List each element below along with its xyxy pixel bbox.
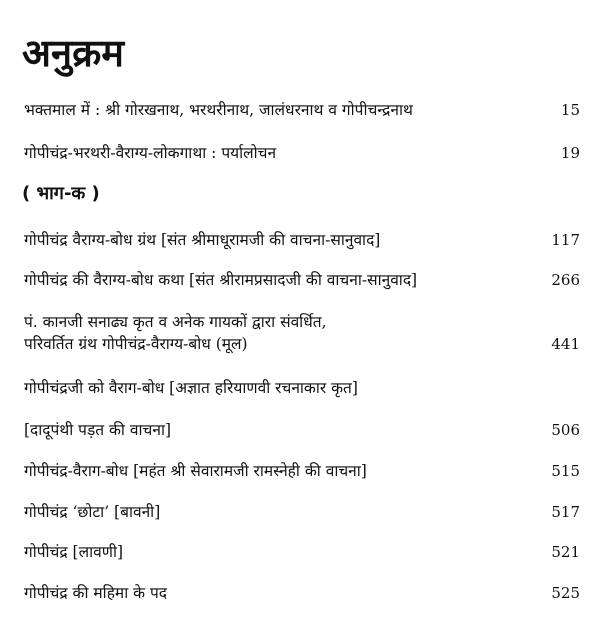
toc-page-number: 506 xyxy=(551,421,580,439)
toc-entry-1 xyxy=(24,99,580,121)
toc-page-number: 19 xyxy=(560,144,580,162)
toc-page-number: 525 xyxy=(551,584,580,602)
section-heading: ( भाग-क ) xyxy=(22,183,100,204)
toc-entry-title: गोपीचंद्र की वैराग्य-बोध कथा [संत श्रीरामप्रसादजी की वाचना-सानुवाद] xyxy=(24,271,418,289)
toc-entry-10 xyxy=(24,541,580,563)
toc-entry-title-line-1: पं. कानजी सनाढ्य कृत व अनेक गायकों द्वारा संवर्धित, xyxy=(24,313,327,331)
page-title: अनुक्रम xyxy=(22,31,125,75)
toc-entry-5 xyxy=(24,311,580,355)
toc-entry-title: [दादूपंथी पड़त की वाचना] xyxy=(24,421,172,439)
toc-entry-3 xyxy=(24,229,580,251)
toc-entry-6 xyxy=(24,377,580,399)
toc-entry-4 xyxy=(24,269,580,291)
toc-entry-title: गोपीचंद्र [लावणी] xyxy=(24,543,124,561)
toc-entry-title-line-2: परिवर्तित ग्रंथ गोपीचंद्र-वैराग्य-बोध (मूल) xyxy=(24,335,248,353)
toc-entry-8 xyxy=(24,460,580,482)
toc-entry-title: गोपीचंद्रजी को वैराग-बोध [अज्ञात हरियाणवी रचनाकार कृत] xyxy=(24,379,358,397)
toc-page-number: 517 xyxy=(551,503,580,521)
toc-page-number: 521 xyxy=(551,543,580,561)
toc-entry-title: गोपीचंद्र ‘छोटा’ [बावनी] xyxy=(24,503,161,521)
toc-entry-2 xyxy=(24,142,580,164)
toc-entry-7 xyxy=(24,419,580,441)
toc-entry-11 xyxy=(24,582,580,604)
toc-page-number: 15 xyxy=(560,101,580,119)
toc-page-number: 266 xyxy=(551,271,580,289)
toc-entry-title: गोपीचंद्र वैराग्य-बोध ग्रंथ [संत श्रीमाधूरामजी की वाचना-सानुवाद] xyxy=(24,231,381,249)
toc-page-number: 515 xyxy=(551,462,580,480)
toc-entry-title: भक्तमाल में : श्री गोरखनाथ, भरथरीनाथ, जालंधरनाथ व गोपीचन्द्रनाथ xyxy=(24,101,413,119)
toc-page-number: 441 xyxy=(551,335,580,353)
toc-entry-title: गोपीचंद्र-वैराग-बोध [महंत श्री सेवारामजी रामस्नेही की वाचना] xyxy=(24,462,367,480)
toc-page-number: 117 xyxy=(551,231,580,249)
toc-entry-9 xyxy=(24,501,580,523)
toc-entry-title: गोपीचंद्र की महिमा के पद xyxy=(24,584,167,602)
toc-entry-title: गोपीचंद्र-भरथरी-वैराग्य-लोकगाथा : पर्यालोचन xyxy=(24,144,277,162)
